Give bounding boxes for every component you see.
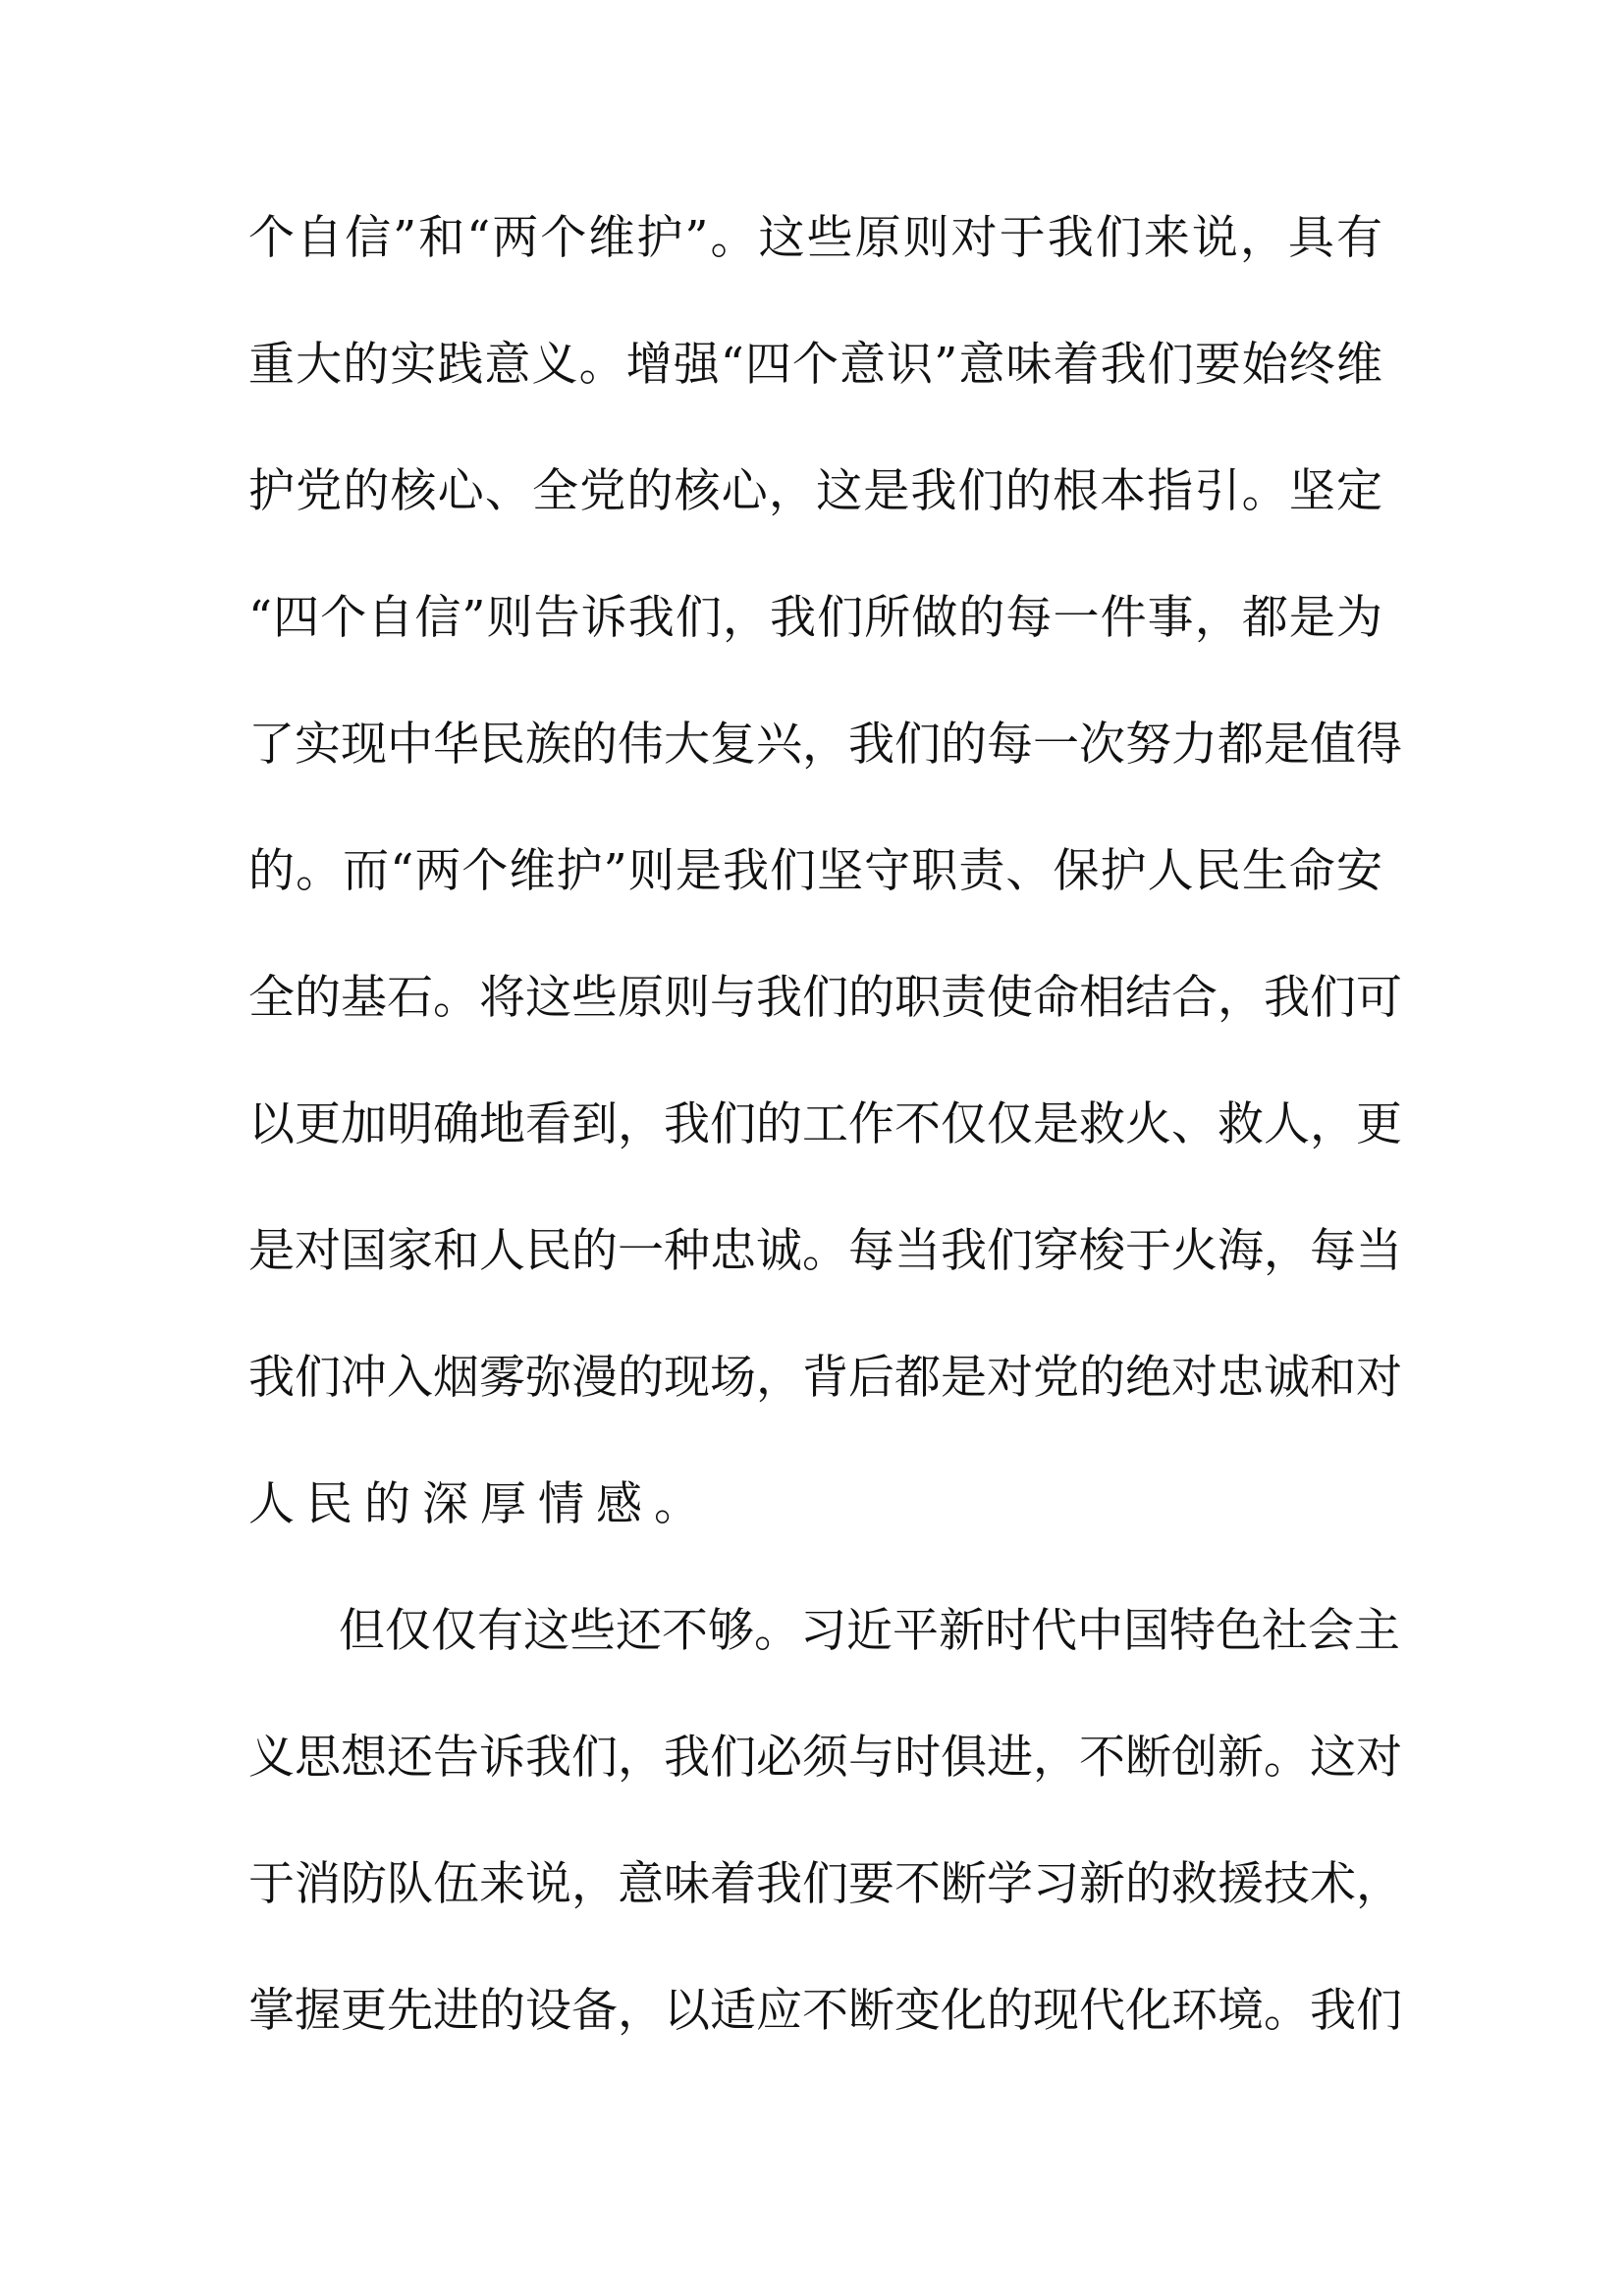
text-line: 掌握更先进的设备，以适应不断变化的现代化环境。我们	[248, 1984, 1402, 2038]
text-line: 是对国家和人民的一种忠诚。每当我们穿梭于火海，每当	[248, 1224, 1402, 1278]
text-line: 了实现中华民族的伟大复兴，我们的每一次努力都是值得	[248, 718, 1402, 772]
text-line: 我们冲入烟雾弥漫的现场，背后都是对党的绝对忠诚和对	[248, 1351, 1402, 1405]
paragraph-end-line: 人民的深厚情感。	[248, 1477, 712, 1531]
text-line: 护党的核心、全党的核心，这是我们的根本指引。坚定	[248, 464, 1382, 518]
text-line: 于消防队伍来说，意味着我们要不断学习新的救援技术，	[248, 1857, 1402, 1911]
text-line: 个自信”和“两个维护”。这些原则对于我们来说，具有	[248, 211, 1382, 265]
paragraph-start-line: 但仅仅有这些还不够。习近平新时代中国特色社会主	[339, 1604, 1400, 1658]
text-line: 的。而“两个维护”则是我们坚守职责、保护人民生命安	[248, 844, 1382, 898]
text-line: 以更加明确地看到，我们的工作不仅仅是救火、救人，更	[248, 1097, 1402, 1151]
text-line: 全的基石。将这些原则与我们的职责使命相结合，我们可	[248, 971, 1402, 1025]
text-line: 义思想还告诉我们，我们必须与时俱进，不断创新。这对	[248, 1731, 1402, 1785]
text-line: 重大的实践意义。增强“四个意识”意味着我们要始终维	[248, 338, 1382, 392]
text-line: “四个自信”则告诉我们，我们所做的每一件事，都是为	[248, 591, 1382, 645]
